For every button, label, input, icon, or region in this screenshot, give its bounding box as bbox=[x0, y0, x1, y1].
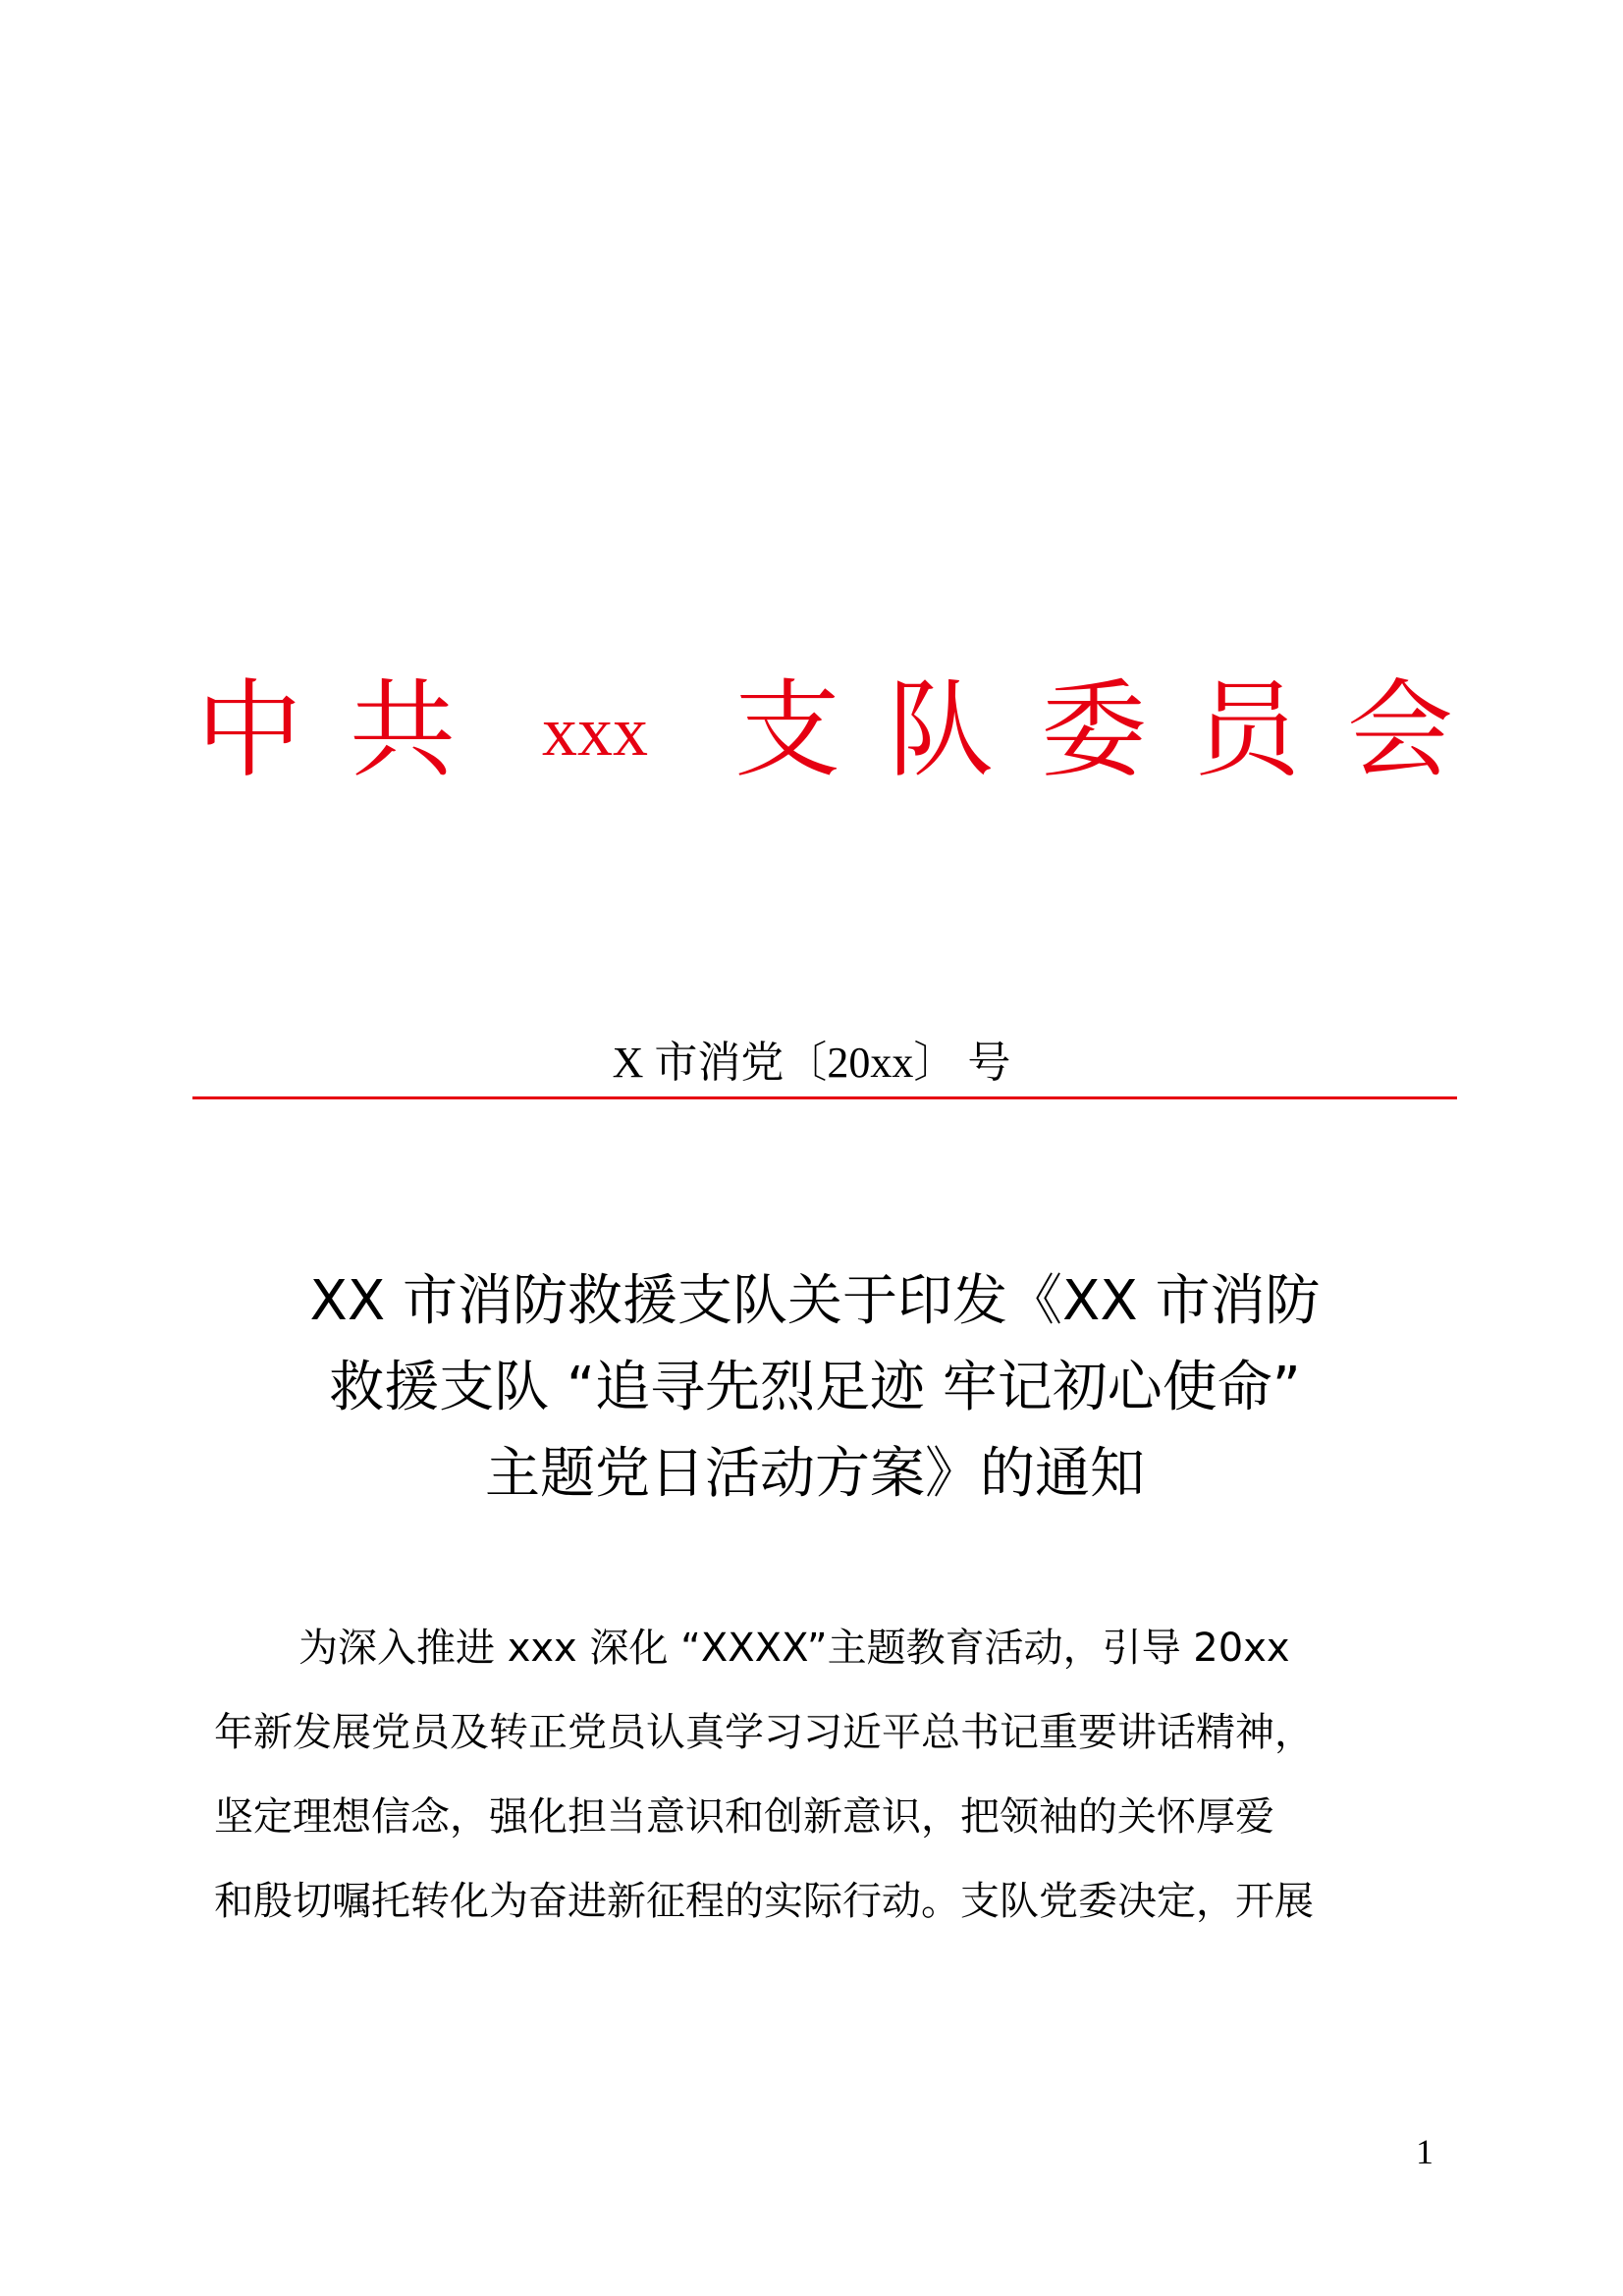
title-line: XX 市消防救援支队关于印发《XX 市消防 bbox=[309, 1269, 1321, 1333]
masthead-char: 委 bbox=[1040, 669, 1147, 792]
body-paragraph bbox=[214, 1606, 1428, 1944]
title-line: 主题党日活动方案》的通知 bbox=[485, 1442, 1145, 1506]
page-number: 1 bbox=[1416, 2132, 1434, 2171]
masthead-char: 会 bbox=[1346, 669, 1453, 792]
masthead-org-name bbox=[196, 667, 1453, 795]
body-line: 为深入推进 xxx 深化 “XXXX”主题教育活动，引导 20xx bbox=[298, 1626, 1290, 1671]
masthead-char: xxx bbox=[542, 692, 648, 771]
masthead-char: 共 bbox=[350, 669, 457, 792]
red-divider-line bbox=[192, 1096, 1457, 1099]
masthead-char: 队 bbox=[887, 669, 994, 792]
body-line: 坚定理想信念，强化担当意识和创新意识，把领袖的关怀厚爱 bbox=[214, 1794, 1274, 1840]
masthead-char: 支 bbox=[733, 669, 840, 792]
document-title bbox=[196, 1258, 1434, 1518]
body-line: 年新发展党员及转正党员认真学习习近平总书记重要讲话精神， bbox=[214, 1710, 1314, 1755]
document-number: X 市消党〔20xx〕 号 bbox=[612, 1039, 1011, 1087]
body-line: 和殷切嘱托转化为奋进新征程的实际行动。支队党委决定，开展 bbox=[214, 1879, 1314, 1924]
title-line: 救援支队 “追寻先烈足迹 牢记初心使命” bbox=[329, 1356, 1301, 1419]
masthead-char: 中 bbox=[196, 669, 303, 792]
masthead-char: 员 bbox=[1193, 669, 1300, 792]
